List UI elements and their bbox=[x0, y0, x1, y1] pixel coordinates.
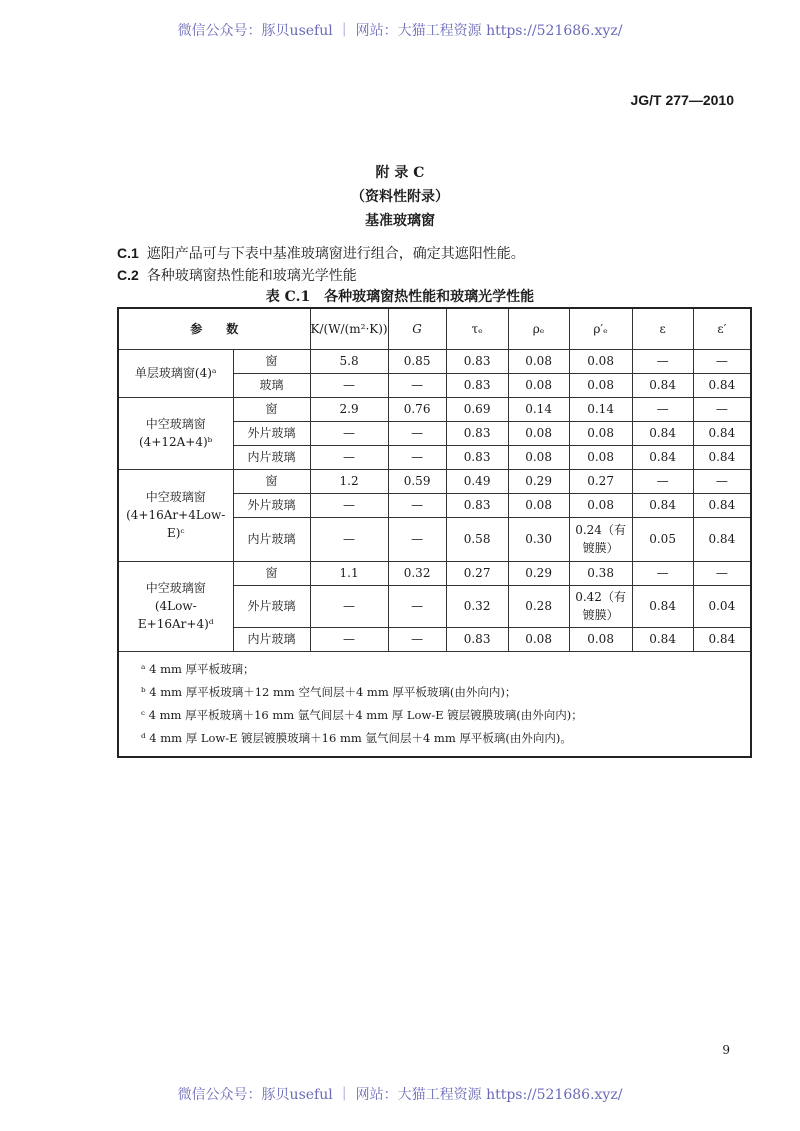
value-cell: — bbox=[632, 469, 693, 493]
value-cell: 0.69 bbox=[446, 397, 508, 421]
appendix-title: 附 录 C bbox=[375, 165, 425, 181]
value-cell: — bbox=[388, 493, 446, 517]
value-cell: 0.84 bbox=[693, 421, 751, 445]
value-cell: — bbox=[388, 585, 446, 627]
component-cell: 内片玻璃 bbox=[233, 627, 310, 651]
header-cell: 参 数 bbox=[118, 308, 310, 349]
appendix-name: 基准玻璃窗 bbox=[365, 213, 435, 229]
footnote: ᵈ 4 mm 厚 Low-E 镀层镀膜玻璃＋16 mm 氩气间层＋4 mm 厚平板璃(由外向内)。 bbox=[141, 730, 572, 745]
table-row bbox=[118, 397, 751, 421]
value-cell: — bbox=[632, 349, 693, 373]
value-cell: 0.85 bbox=[388, 349, 446, 373]
value-cell: 0.08 bbox=[569, 493, 632, 517]
value-cell: 0.08 bbox=[508, 493, 569, 517]
value-cell: 0.14 bbox=[508, 397, 569, 421]
value-cell: 0.08 bbox=[508, 349, 569, 373]
table-row bbox=[118, 561, 751, 585]
value-cell: 2.9 bbox=[310, 397, 388, 421]
table-notes bbox=[118, 651, 751, 757]
value-cell: 0.83 bbox=[446, 627, 508, 651]
header-cell: τₑ bbox=[446, 308, 508, 349]
value-cell: — bbox=[693, 469, 751, 493]
value-cell: 0.08 bbox=[508, 373, 569, 397]
value-cell: 1.2 bbox=[310, 469, 388, 493]
component-cell: 玻璃 bbox=[233, 373, 310, 397]
value-cell: 0.14 bbox=[569, 397, 632, 421]
group-name-cell: 中空玻璃窗(4+16Ar+4Low-E)ᶜ bbox=[118, 469, 233, 561]
value-cell: — bbox=[632, 561, 693, 585]
header-cell: ρₑ bbox=[508, 308, 569, 349]
value-cell: 0.84 bbox=[632, 493, 693, 517]
value-cell: 0.84 bbox=[693, 373, 751, 397]
value-cell: 0.08 bbox=[508, 421, 569, 445]
value-cell: 0.08 bbox=[569, 349, 632, 373]
value-cell: — bbox=[310, 517, 388, 561]
value-cell: — bbox=[310, 585, 388, 627]
value-cell: 0.27 bbox=[446, 561, 508, 585]
value-cell: — bbox=[310, 445, 388, 469]
glass-properties-table bbox=[117, 307, 752, 758]
header-cell: ε bbox=[632, 308, 693, 349]
value-cell: 0.84 bbox=[693, 517, 751, 561]
clause-number: C.1 bbox=[117, 245, 139, 261]
value-cell: 0.27 bbox=[569, 469, 632, 493]
value-cell: 0.84 bbox=[632, 421, 693, 445]
value-cell: — bbox=[693, 397, 751, 421]
value-cell: — bbox=[310, 421, 388, 445]
component-cell: 窗 bbox=[233, 469, 310, 493]
value-cell: 0.08 bbox=[569, 421, 632, 445]
table-header-row bbox=[118, 308, 751, 349]
value-cell: 0.59 bbox=[388, 469, 446, 493]
value-cell: 0.84 bbox=[632, 585, 693, 627]
value-cell: 1.1 bbox=[310, 561, 388, 585]
group-name-cell: 中空玻璃窗(4Low-E+16Ar+4)ᵈ bbox=[118, 561, 233, 651]
clause-text: 各种玻璃窗热性能和玻璃光学性能 bbox=[146, 268, 357, 284]
header-cell: ρ′ₑ bbox=[569, 308, 632, 349]
value-cell: 0.58 bbox=[446, 517, 508, 561]
value-cell: 0.84 bbox=[693, 493, 751, 517]
value-cell: 0.83 bbox=[446, 493, 508, 517]
value-cell: 0.30 bbox=[508, 517, 569, 561]
table-row bbox=[118, 469, 751, 493]
clause-number: C.2 bbox=[117, 267, 139, 283]
value-cell: 0.84 bbox=[632, 445, 693, 469]
standard-number: JG/T 277—2010 bbox=[630, 92, 734, 108]
value-cell: 5.8 bbox=[310, 349, 388, 373]
value-cell: 0.83 bbox=[446, 445, 508, 469]
component-cell: 窗 bbox=[233, 561, 310, 585]
value-cell: 0.24（有镀膜） bbox=[569, 517, 632, 561]
table-notes-row bbox=[118, 651, 751, 757]
table-caption: 表 C.1 各种玻璃窗热性能和玻璃光学性能 bbox=[265, 289, 535, 305]
value-cell: 0.32 bbox=[446, 585, 508, 627]
table-row bbox=[118, 349, 751, 373]
value-cell: 0.05 bbox=[632, 517, 693, 561]
value-cell: — bbox=[388, 373, 446, 397]
value-cell: 0.08 bbox=[569, 445, 632, 469]
component-cell: 外片玻璃 bbox=[233, 493, 310, 517]
value-cell: — bbox=[310, 627, 388, 651]
value-cell: 0.38 bbox=[569, 561, 632, 585]
value-cell: 0.76 bbox=[388, 397, 446, 421]
value-cell: 0.83 bbox=[446, 349, 508, 373]
component-cell: 内片玻璃 bbox=[233, 517, 310, 561]
group-name-cell: 单层玻璃窗(4)ᵃ bbox=[118, 349, 233, 397]
component-cell: 窗 bbox=[233, 349, 310, 373]
value-cell: 0.84 bbox=[632, 627, 693, 651]
value-cell: 0.08 bbox=[569, 373, 632, 397]
value-cell: 0.84 bbox=[693, 445, 751, 469]
group-name-cell: 中空玻璃窗(4+12A+4)ᵇ bbox=[118, 397, 233, 469]
value-cell: 0.42（有镀膜） bbox=[569, 585, 632, 627]
watermark-top: 微信公众号：豚贝useful ｜ 网站：大猫工程资源 https://521686.xyz/ bbox=[177, 23, 623, 39]
value-cell: 0.08 bbox=[508, 445, 569, 469]
clause-c2 bbox=[117, 265, 357, 285]
component-cell: 外片玻璃 bbox=[233, 421, 310, 445]
appendix-type: （资料性附录） bbox=[351, 189, 449, 205]
value-cell: 0.84 bbox=[693, 627, 751, 651]
value-cell: 0.29 bbox=[508, 561, 569, 585]
footnote: ᵇ 4 mm 厚平板玻璃＋12 mm 空气间层＋4 mm 厚平板玻璃(由外向内)； bbox=[141, 684, 517, 699]
value-cell: — bbox=[310, 373, 388, 397]
value-cell: 0.84 bbox=[632, 373, 693, 397]
value-cell: 0.29 bbox=[508, 469, 569, 493]
value-cell: 0.32 bbox=[388, 561, 446, 585]
value-cell: 0.28 bbox=[508, 585, 569, 627]
value-cell: — bbox=[388, 627, 446, 651]
value-cell: — bbox=[693, 349, 751, 373]
value-cell: — bbox=[310, 493, 388, 517]
value-cell: — bbox=[388, 421, 446, 445]
value-cell: — bbox=[388, 445, 446, 469]
value-cell: 0.83 bbox=[446, 373, 508, 397]
component-cell: 窗 bbox=[233, 397, 310, 421]
footnote: ᵃ 4 mm 厚平板玻璃； bbox=[141, 661, 255, 676]
clause-c1 bbox=[117, 243, 525, 263]
watermark-bottom: 微信公众号：豚贝useful ｜ 网站：大猫工程资源 https://521686.xyz/ bbox=[177, 1087, 623, 1103]
value-cell: — bbox=[693, 561, 751, 585]
value-cell: 0.08 bbox=[508, 627, 569, 651]
component-cell: 外片玻璃 bbox=[233, 585, 310, 627]
footnote: ᶜ 4 mm 厚平板玻璃＋16 mm 氩气间层＋4 mm 厚 Low-E 镀层镀膜玻璃(由外向内)； bbox=[141, 707, 583, 722]
value-cell: 0.08 bbox=[569, 627, 632, 651]
value-cell: — bbox=[388, 517, 446, 561]
header-cell: K/(W/(m²·K)) bbox=[310, 308, 388, 349]
value-cell: 0.49 bbox=[446, 469, 508, 493]
value-cell: — bbox=[632, 397, 693, 421]
page-number: 9 bbox=[722, 1043, 730, 1057]
clause-text: 遮阳产品可与下表中基准玻璃窗进行组合，确定其遮阳性能。 bbox=[146, 246, 525, 262]
header-cell: G bbox=[388, 308, 446, 349]
value-cell: 0.83 bbox=[446, 421, 508, 445]
component-cell: 内片玻璃 bbox=[233, 445, 310, 469]
value-cell: 0.04 bbox=[693, 585, 751, 627]
header-cell: ε′ bbox=[693, 308, 751, 349]
